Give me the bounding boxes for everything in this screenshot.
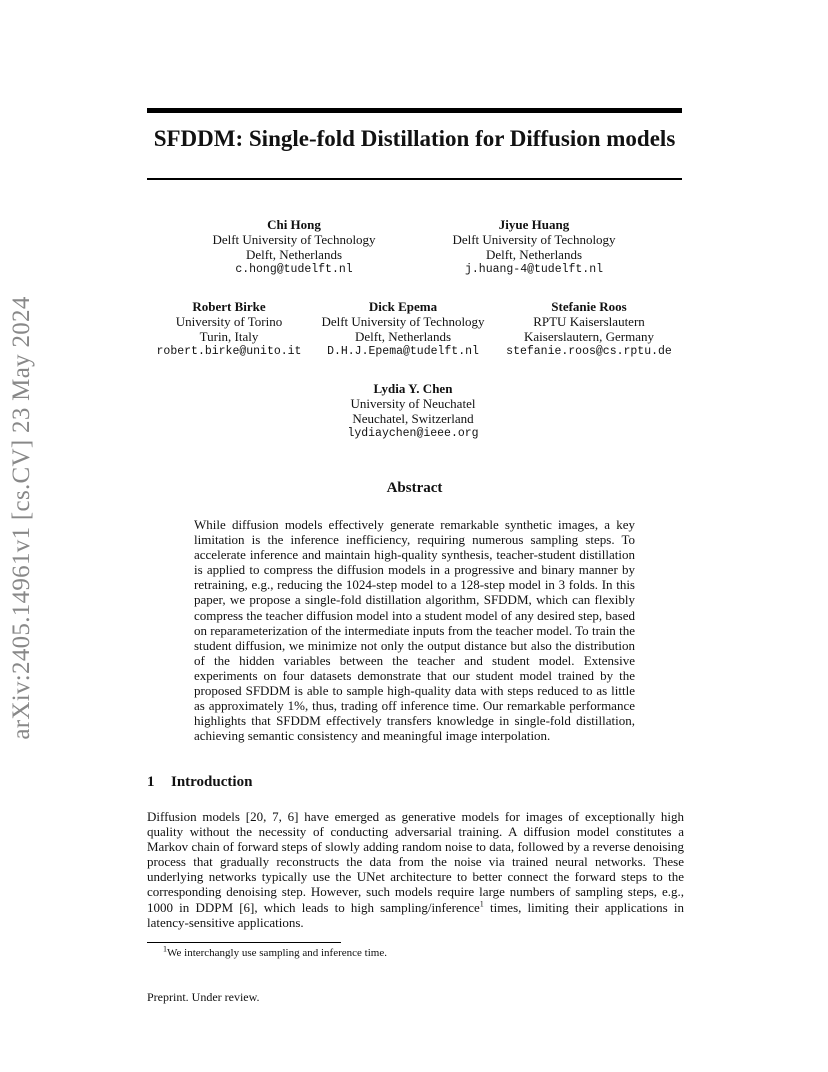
author-affiliation: Delft University of Technology — [321, 314, 485, 329]
intro-text: Diffusion models [20, 7, 6] have emerged as generative models for images of exceptionally high quality without the necessity of conducting adversarial training. A diffusion model constitutes a Markov chain of forward steps of slowly adding random noise to data, followed by a reverse denoising process that gradually reconstructs the data from the noise via trained neural networks. These underlying networks typically use the UNet architecture to better connect the forward steps to the corresponding denoising step. However, such models require large numbers of sampling steps, e.g., 1000 in DDPM [6], which leads to high sampling/inference — [147, 809, 684, 915]
author-email: j.huang-4@tudelft.nl — [464, 263, 604, 276]
author-block — [194, 217, 394, 277]
author-location: Neuchatel, Switzerland — [352, 411, 474, 426]
arxiv-id: arXiv:2405.14961v1 [cs.CV] 23 May 2024 — [8, 296, 35, 740]
author-name: Chi Hong — [267, 217, 321, 232]
intro-paragraph — [147, 809, 684, 930]
author-affiliation: Delft University of Technology — [212, 232, 376, 247]
author-location: Kaiserslautern, Germany — [524, 329, 654, 344]
author-block — [434, 217, 634, 277]
title-bottom-rule — [147, 178, 682, 180]
author-block — [303, 299, 503, 359]
section-heading — [147, 774, 252, 791]
author-name: Dick Epema — [368, 299, 438, 314]
abstract-heading: Abstract — [386, 480, 443, 496]
author-affiliation: RPTU Kaiserslautern — [533, 314, 645, 329]
author-email: lydiaychen@ieee.org — [347, 427, 479, 440]
abstract-text: While diffusion models effectively generate remarkable synthetic images, a key limitation is the inference inefficiency, requiring numerous sampling steps. To accelerate inference and maintain high-quality synthesis, teacher-student distillation is applied to compress the diffusion models in a progressive and binary manner by retraining, e.g., reducing the 1024-step model to a 128-step model in 3 folds. In this paper, we propose a single-fold distillation algorithm, SFDDM, which can flexibly compress the teacher diffusion model into a student model of any desired step, based on reparameterization of the intermediate inputs from the teacher model. To train the student diffusion, we minimize not only the output distance but also the distribution of the hidden variables between the teacher and student model. Extensive experiments on four datasets demonstrate that our student model trained by the proposed SFDDM is able to sample high-quality data with steps reduced to as little as approximately 1%, thus, trading off inference time. Our remarkable performance highlights that SFDDM effectively transfers knowledge in single-fold distillation, achieving semantic consistency and meaningful image interpolation. — [194, 517, 635, 744]
author-affiliation: University of Neuchatel — [350, 396, 476, 411]
author-block — [129, 299, 329, 359]
author-email: c.hong@tudelft.nl — [235, 263, 353, 276]
title-top-rule — [147, 108, 682, 113]
footnote-rule — [147, 942, 341, 943]
author-location: Turin, Italy — [199, 329, 259, 344]
footnote-text: We interchangly use sampling and inference time. — [167, 947, 387, 959]
author-location: Delft, Netherlands — [485, 247, 583, 262]
author-affiliation: University of Torino — [175, 314, 283, 329]
section-title: Introduction — [171, 774, 253, 790]
author-name: Lydia Y. Chen — [373, 381, 453, 396]
author-location: Delft, Netherlands — [354, 329, 452, 344]
preprint-note: Preprint. Under review. — [147, 990, 260, 1004]
footnote-number: 1 — [163, 944, 167, 954]
author-location: Delft, Netherlands — [245, 247, 343, 262]
author-block — [313, 381, 513, 441]
author-email: D.H.J.Epema@tudelft.nl — [327, 345, 479, 358]
section-number: 1 — [147, 774, 155, 790]
paper-title: SFDDM: Single-fold Distillation for Diffusion models — [153, 126, 676, 151]
author-email: robert.birke@unito.it — [156, 345, 302, 358]
footnote — [147, 944, 387, 959]
author-name: Stefanie Roos — [551, 299, 627, 314]
author-block — [489, 299, 689, 359]
footnote-marker[interactable]: 1 — [479, 899, 484, 909]
author-name: Robert Birke — [192, 299, 266, 314]
intro-text-end: times, limiting their applications in latency-sensitive applications. — [147, 899, 684, 930]
author-email: stefanie.roos@cs.rptu.de — [506, 345, 672, 358]
author-affiliation: Delft University of Technology — [452, 232, 616, 247]
author-name: Jiyue Huang — [498, 217, 570, 232]
